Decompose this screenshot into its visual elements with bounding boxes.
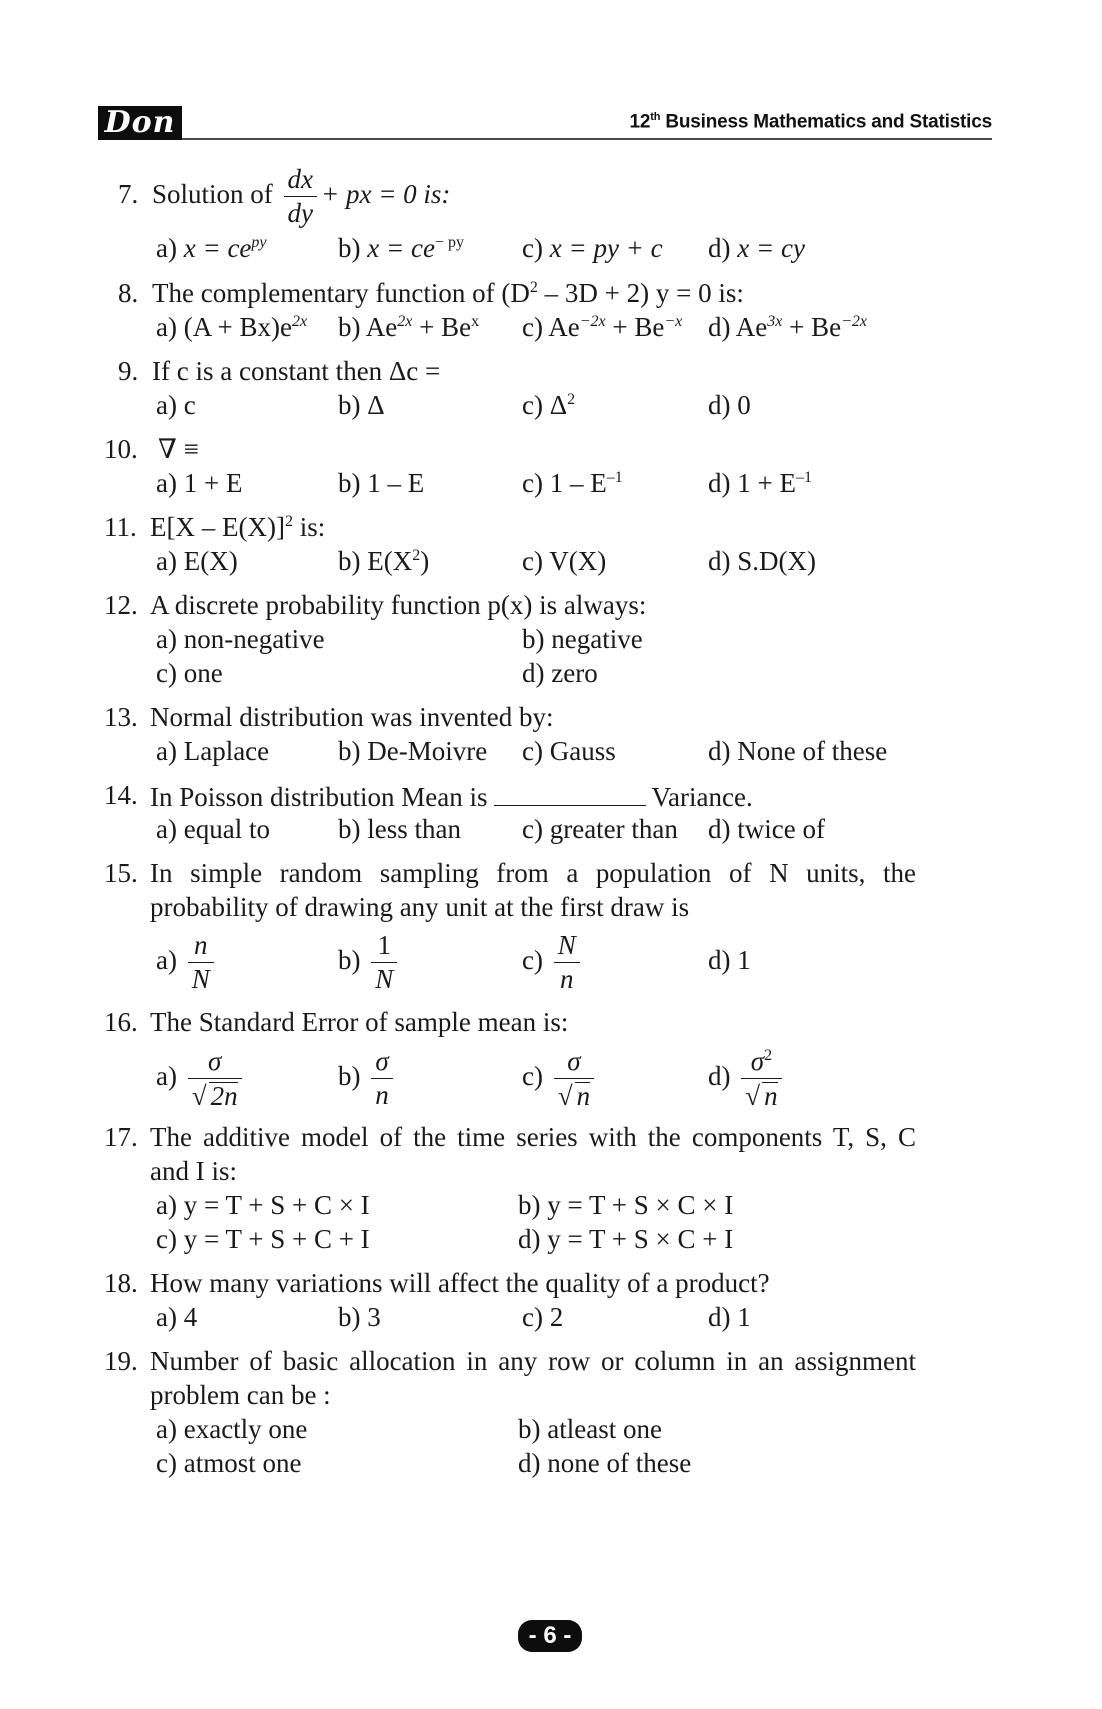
option-b: b) Δ [338, 390, 385, 420]
option-c: c) one [156, 658, 223, 688]
option-c [522, 1044, 598, 1110]
text-segment: E[X – E(X)] [150, 512, 285, 542]
superscript: –1 [795, 469, 812, 486]
option-a: a) 4 [156, 1302, 198, 1332]
superscript: py [251, 234, 267, 251]
option-d [708, 467, 812, 499]
option-b: b) atleast one [518, 1414, 662, 1444]
option-a: a) exactly one [156, 1414, 308, 1444]
question-number: 8. [118, 278, 139, 308]
text-segment: σ [207, 1045, 222, 1076]
book-title [630, 111, 992, 133]
text-segment: b) [338, 945, 361, 975]
question-number: 9. [118, 356, 139, 386]
text-segment: a) [156, 945, 177, 975]
option-b [338, 232, 464, 264]
option-d: d) none of these [518, 1448, 692, 1478]
option-a: a) y = T + S + C × I [156, 1190, 370, 1220]
fraction [554, 932, 580, 993]
option-a: a) 1 + E [156, 468, 243, 498]
superscript: 2x [397, 313, 413, 330]
text-segment: d) 1 + E [708, 468, 796, 498]
option-a: a) non-negative [156, 624, 325, 654]
text-segment: + Be [605, 312, 665, 342]
text-segment: σ [750, 1045, 765, 1076]
superscript: −2x [841, 313, 867, 330]
option-b: b) less than [338, 814, 461, 844]
text-segment: b) [338, 1061, 361, 1091]
header-rule [182, 138, 992, 140]
question-text [152, 277, 744, 309]
text-segment: is: [292, 512, 326, 542]
option-c: c) Gauss [522, 736, 616, 766]
question-text: How many variations will affect the quality of a product? [150, 1268, 770, 1298]
question-number: 14. [104, 780, 138, 810]
superscript: 2 [284, 513, 293, 530]
option-c: c) V(X) [522, 546, 607, 576]
option-d [708, 232, 805, 264]
text-segment: c) [522, 945, 543, 975]
text-segment: n [554, 962, 580, 993]
option-d: d) zero [522, 658, 598, 688]
text-segment: d) [708, 233, 731, 263]
text-segment: Ae [735, 312, 768, 342]
option-a: a) c [156, 390, 196, 420]
text-segment: N [557, 930, 576, 961]
option-b [338, 311, 479, 343]
option-a [156, 928, 218, 993]
option-a [156, 1044, 246, 1110]
fraction [371, 932, 397, 993]
question-text-line: and I is: [150, 1156, 237, 1186]
superscript: −2x [579, 313, 606, 330]
text-segment: n [576, 1080, 591, 1111]
text-segment: + Be [782, 312, 842, 342]
text-segment: N [188, 962, 214, 993]
option-b [338, 1044, 397, 1109]
text-segment: a) [156, 312, 177, 342]
text-segment: c) [522, 312, 543, 342]
text-segment [741, 1078, 781, 1110]
text-segment: n [193, 930, 208, 961]
question-text: If c is a constant then Δc = [152, 356, 441, 386]
superscript: –1 [606, 469, 623, 486]
question-text [150, 511, 325, 543]
text-segment: b) [338, 233, 361, 263]
option-c: c) atmost one [156, 1448, 302, 1478]
text-segment: ) [420, 546, 430, 576]
question-text-part: Solution of [152, 179, 273, 209]
superscript: 2x [291, 313, 308, 330]
question-number: 19. [104, 1346, 138, 1376]
text-segment [188, 1078, 242, 1110]
question-number: 7. [118, 179, 139, 209]
question-text: ∇ ≡ [158, 434, 199, 464]
text-segment: c) [522, 1061, 543, 1091]
option-a: a) E(X) [156, 546, 238, 576]
text-segment: σ [375, 1046, 389, 1077]
text-segment: – 3D + 2) y = 0 is: [537, 278, 744, 308]
superscript: −x [664, 313, 683, 330]
text-segment: 2n [210, 1080, 238, 1111]
option-b: b) De-Moivre [338, 736, 488, 766]
text-segment: c) 1 – E [522, 468, 607, 498]
option-b: b) 3 [338, 1302, 381, 1332]
option-a [156, 232, 267, 264]
text-segment: b) [338, 312, 361, 342]
text-segment: c) Δ [522, 390, 568, 420]
superscript: x [471, 313, 480, 330]
text-segment: Variance. [651, 782, 753, 812]
text-segment: n [371, 1078, 393, 1109]
fraction [371, 1048, 393, 1109]
superscript: 2 [764, 1046, 773, 1064]
option-d [708, 311, 867, 343]
superscript: 2 [412, 547, 421, 564]
question-text [150, 779, 753, 813]
fraction [188, 1045, 242, 1111]
option-d [708, 1044, 786, 1110]
text-segment: x = cy [737, 233, 805, 263]
question-number: 11. [104, 512, 137, 542]
text-segment: + Be [412, 312, 472, 342]
text-segment: d) [708, 1061, 731, 1091]
option-c [522, 928, 584, 993]
question-number: 16. [104, 1007, 138, 1037]
question-number: 17. [104, 1122, 138, 1152]
option-d: d) twice of [708, 814, 825, 844]
option-c [522, 389, 575, 421]
option-d: d) 1 [708, 1302, 751, 1332]
text-segment: √ [191, 1080, 207, 1111]
option-a: a) Laplace [156, 736, 270, 766]
text-segment: N [371, 962, 397, 993]
option-b: b) 1 – E [338, 468, 425, 498]
option-c [522, 467, 623, 499]
text-segment: c) [522, 233, 543, 263]
text-segment: a) [156, 1061, 177, 1091]
question-text [152, 162, 450, 227]
question-text-line: Number of basic allocation in any row or column in an assignment [150, 1346, 916, 1376]
text-segment: x = ce [367, 233, 435, 263]
question-text-line: problem can be : [150, 1380, 331, 1410]
question-text-line: The additive model of the time series with the components T, S, C [150, 1122, 916, 1152]
option-c: c) greater than [522, 814, 678, 844]
option-d: d) None of these [708, 736, 888, 766]
text-segment: The complementary function of (D [152, 278, 530, 308]
question-number: 15. [104, 858, 138, 888]
text-segment: x = ce [183, 233, 252, 263]
question-text: A discrete probability function p(x) is always: [150, 590, 647, 620]
option-b [338, 928, 401, 993]
option-c: c) y = T + S + C + I [156, 1224, 370, 1254]
option-d: d) 0 [708, 390, 751, 420]
option-d: d) y = T + S × C + I [518, 1224, 734, 1254]
text-segment: a) [156, 233, 177, 263]
page-number-badge: - 6 - [518, 1620, 582, 1652]
text-segment: (A + Bx)e [183, 312, 292, 342]
question-number: 18. [104, 1268, 138, 1298]
title-subject: Business Mathematics and Statistics [660, 111, 992, 133]
question-number: 10. [104, 434, 138, 464]
text-segment: In Poisson distribution Mean is [150, 782, 488, 812]
question-text-line: probability of drawing any unit at the first draw is [150, 892, 690, 922]
fraction [188, 932, 214, 993]
text-segment: Ae [548, 312, 580, 342]
option-b: b) negative [522, 624, 643, 654]
text-segment [741, 1045, 781, 1078]
option-c: c) 2 [522, 1302, 564, 1332]
text-segment: b) E(X [338, 546, 413, 576]
text-segment: Ae [365, 312, 398, 342]
superscript: 2 [529, 279, 538, 296]
question-text-part: + px = 0 is: [321, 179, 451, 209]
option-c [522, 232, 663, 264]
option-d: d) S.D(X) [708, 546, 816, 576]
text-segment: √ [557, 1080, 573, 1111]
fraction-numerator: dx [287, 164, 313, 195]
superscript: 2 [567, 391, 576, 408]
question-number: 13. [104, 702, 138, 732]
title-grade: 12 [629, 111, 651, 133]
option-a [156, 311, 307, 343]
superscript: − py [434, 234, 464, 251]
text-segment: σ [567, 1045, 581, 1076]
text-segment: d) [708, 312, 731, 342]
text-segment: x = py + c [549, 233, 663, 263]
question-number: 12. [104, 590, 138, 620]
superscript: 3x [767, 313, 783, 330]
fill-in-blank [494, 779, 646, 806]
text-segment: n [764, 1080, 778, 1111]
fraction-denominator: dy [284, 196, 317, 227]
question-text-line: In simple random sampling from a population of N units, the [150, 858, 916, 888]
fraction [741, 1045, 781, 1111]
question-text: Normal distribution was invented by: [150, 702, 554, 732]
text-segment: 1 [377, 930, 391, 961]
option-b: b) y = T + S × C × I [518, 1190, 734, 1220]
text-segment: √ [745, 1080, 761, 1111]
question-text: The Standard Error of sample mean is: [150, 1007, 569, 1037]
fraction [554, 1045, 594, 1111]
option-c [522, 311, 682, 343]
option-b [338, 545, 429, 577]
fraction [284, 166, 317, 227]
option-d: d) 1 [708, 945, 751, 975]
publisher-logo: Don [98, 106, 182, 140]
title-ordinal: th [650, 111, 661, 123]
option-a: a) equal to [156, 814, 270, 844]
text-segment [554, 1078, 594, 1110]
